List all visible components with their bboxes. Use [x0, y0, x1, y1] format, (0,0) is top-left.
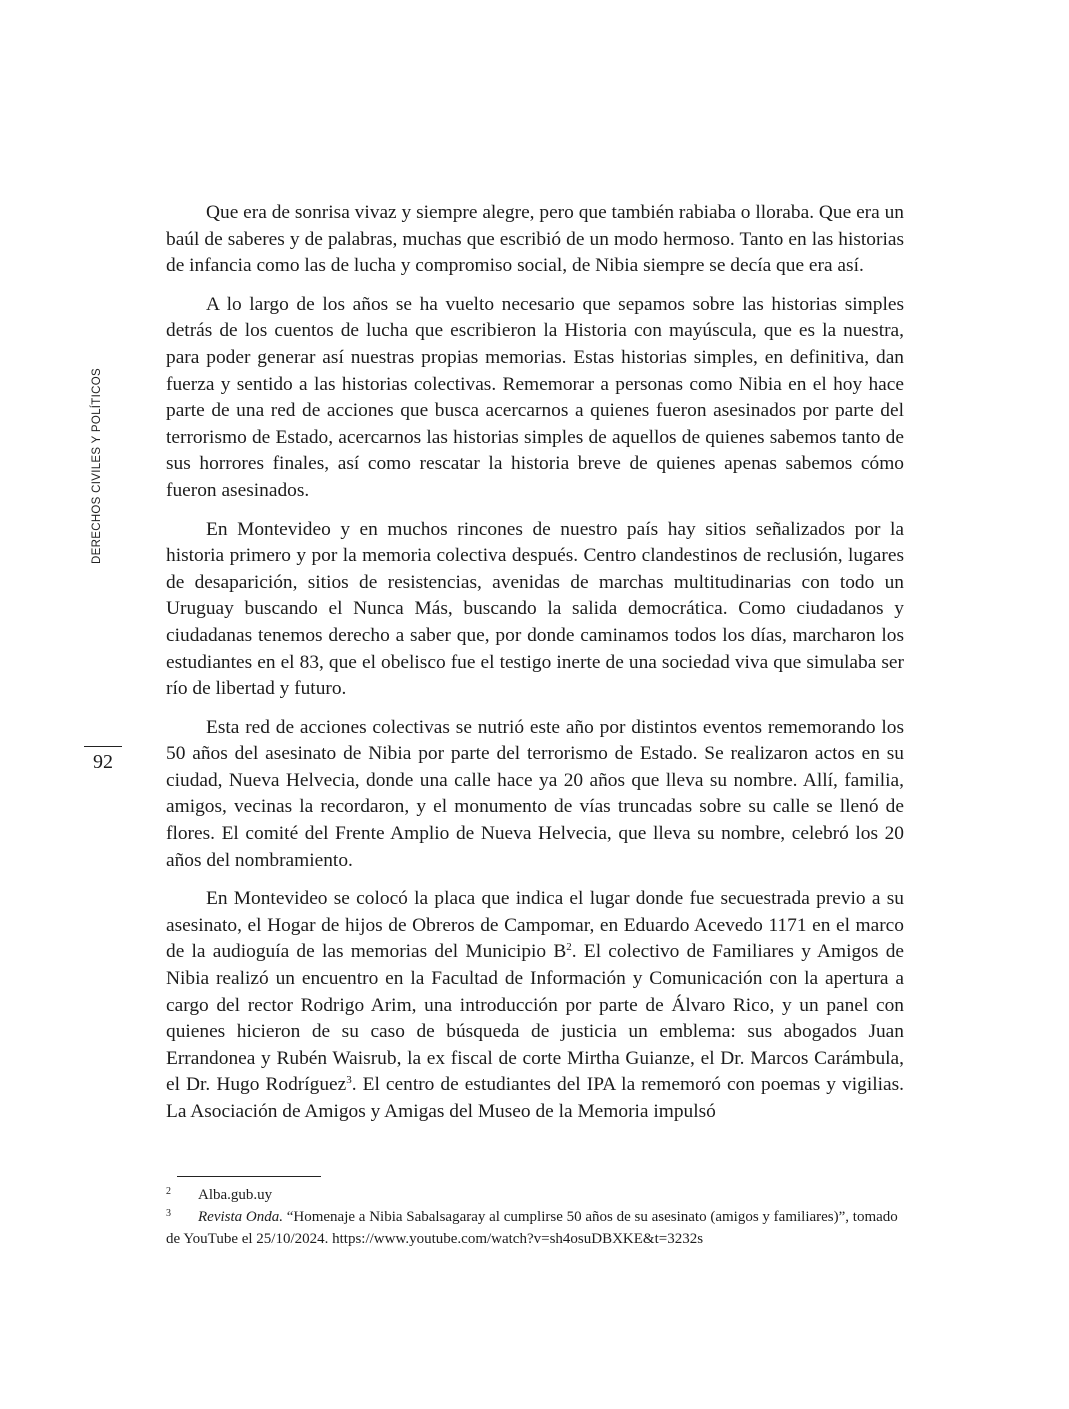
footnote-source: Revista Onda. — [198, 1209, 283, 1225]
footnotes — [166, 1184, 906, 1250]
footnote-text: Alba.gub.uy — [198, 1187, 273, 1203]
footnote-ref-3: 3 — [346, 1074, 352, 1087]
paragraph-3: En Montevideo y en muchos rincones de nuestro país hay sitios señalizados por la historia primero y por la memoria colectiva después. Centro clandestinos de reclusión, lugares de desaparición, sitios de resistencias, avenidas de marchas multitudinarias con todo un Uruguay buscando el Nunca Más, buscando la salida democrática. Como ciudadanos y ciudadanas tenemos derecho a saber que, por donde caminamos todos los días, marcharon los estudiantes en el 83, que el obelisco fue el testigo inerte de una sociedad viva que simulaba ser río de libertad y futuro. — [166, 518, 904, 700]
paragraph-5-text-2: . El colectivo de Familiares y Amigos de Nibia realizó un encuentro en la Facultad de Información y Comunicación con la apertura a cargo del rector Rodrigo Arim, una introducción por parte de Álvaro Rico, y un panel con quienes hicieron de su caso de búsqueda de justicia un emblema: sus abogados Juan Errandonea y Rubén Waisrub, la ex fiscal de corte Mirtha Guianze, el Dr. Marcos Carámbula, el Dr. Hugo Rodríguez — [166, 941, 904, 1096]
footnote-number: 3 — [166, 1208, 171, 1219]
page-number-rule — [84, 746, 122, 747]
page-number: 92 — [93, 751, 113, 773]
body-text — [166, 200, 904, 1138]
paragraph-2: A lo largo de los años se ha vuelto necesario que sepamos sobre las historias simples detrás de los cuentos de lucha que escribieron la Historia con mayúscula, que es la nuestra, para poder generar así nuestras propias memorias. Estas historias simples, en definitiva, dan fuerza y sentido a las historias colectivas. Rememorar a personas como Nibia en el hoy hace parte de una red de acciones que busca acercarnos a quienes fueron asesinados por parte del terrorismo de Estado, acercarnos las historias simples de aquellos de quienes sabemos tanto de sus horrores finales, así como rescatar la historia breve de quienes apenas sabemos cómo fueron asesinados. — [166, 293, 904, 501]
footnote-number: 2 — [166, 1186, 171, 1197]
paragraph-4: Esta red de acciones colectivas se nutrió este año por distintos eventos rememorando los 50 años del asesinato de Nibia por parte del terrorismo de Estado. Se realizaron actos en su ciudad, Nueva Helvecia, donde una calle hace ya 20 años que lleva su nombre. Allí, familia, amigos, vecinas la recordaron, y el monumento de vías truncadas sobre su calle se llenó de flores. El comité del Frente Amplio de Nueva Helvecia, que lleva su nombre, celebró los 20 años del nombramiento. — [166, 716, 904, 871]
running-header-section: DERECHOS CIVILES Y POLÍTICOS — [91, 368, 103, 564]
footnote-2 — [166, 1184, 906, 1206]
footnote-3 — [166, 1206, 906, 1250]
footnote-text: “Homenaje a Nibia Sabalsagaray al cumplirse 50 años de su asesinato (amigos y familiares)”, tomado de YouTube el 25/10/2024. https://www.youtube.com/watch?v=sh4osuDBXKE&t=3232s — [166, 1209, 898, 1247]
paragraph-1: Que era de sonrisa vivaz y siempre alegre, pero que también rabiaba o lloraba. Que era un baúl de saberes y de palabras, muchas que escribió de un modo hermoso. Tanto en las historias de infancia como las de lucha y compromiso social, de Nibia siempre se decía que era así. — [166, 202, 904, 277]
footnote-separator — [177, 1176, 321, 1177]
paragraph-5 — [166, 886, 904, 1125]
footnote-ref-2: 2 — [566, 941, 572, 954]
paragraph-5-text-3: . El centro de estudiantes del IPA la rememoró con poemas y vigilias. La Asociación de Amigos y Amigas del Museo de la Memoria impulsó — [166, 1074, 904, 1122]
paragraph-5-text-1: En Montevideo se colocó la placa que indica el lugar donde fue secuestrada previo a su asesinato, el Hogar de hijos de Obreros de Campomar, en Eduardo Acevedo 1171 en el marco de la audioguía de las memorias del Municipio B — [166, 888, 904, 963]
